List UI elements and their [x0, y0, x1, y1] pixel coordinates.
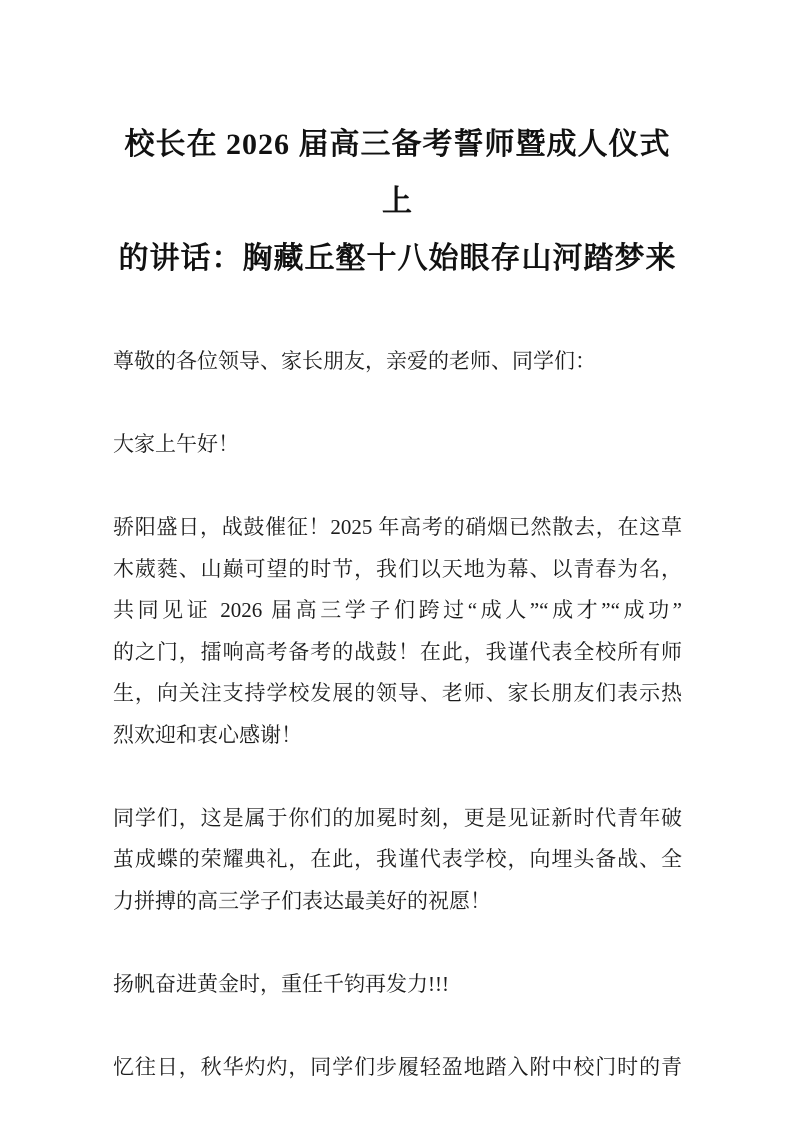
paragraph-line: 同学们，这是属于你们的加冕时刻，更是见证新时代青年破	[113, 805, 682, 830]
document-body	[113, 341, 682, 1088]
paragraph-slogan	[113, 964, 682, 1006]
paragraph-line: 生，向关注支持学校发展的领导、老师、家长朋友们表示热	[113, 681, 682, 705]
paragraph-opening	[113, 507, 682, 756]
paragraph-line: 共同见证 2026 届高三学子们跨过“成人”“成才”“成功”	[113, 598, 682, 622]
paragraph-line: 烈欢迎和衷心感谢！	[113, 722, 302, 747]
paragraph-line: 的之门，擂响高考备考的战鼓！在此，我谨代表全校所有师	[113, 639, 682, 664]
document-title	[113, 0, 682, 287]
paragraph-line: 力拼搏的高三学子们表达最美好的祝愿！	[113, 888, 491, 913]
paragraph-blessing	[113, 798, 682, 923]
paragraph-salutation	[113, 341, 682, 383]
paragraph-line: 茧成蝶的荣耀典礼，在此，我谨代表学校，向埋头备战、全	[113, 847, 682, 871]
paragraph-greeting	[113, 424, 682, 466]
paragraph-memory	[113, 1047, 682, 1089]
slogan-line: 扬帆奋进黄金时，重任千钧再发力!!!	[113, 971, 449, 996]
greeting-line: 大家上午好！	[113, 432, 239, 456]
paragraph-line: 骄阳盛日，战鼓催征！2025 年高考的硝烟已然散去，在这草	[113, 515, 682, 539]
salutation-line: 尊敬的各位领导、家长朋友，亲爱的老师、同学们：	[113, 349, 596, 373]
title-line-1: 校长在 2026 届高三备考誓师暨成人仪式上	[124, 128, 671, 218]
paragraph-line: 木葳蕤、山巅可望的时节，我们以天地为幕、以青春为名，	[113, 556, 682, 581]
paragraph-line: 忆往日，秋华灼灼，同学们步履轻盈地踏入附中校门时的青	[113, 1054, 682, 1079]
title-line-2: 的讲话：胸藏丘壑十八始眼存山河踏梦来	[118, 242, 677, 275]
